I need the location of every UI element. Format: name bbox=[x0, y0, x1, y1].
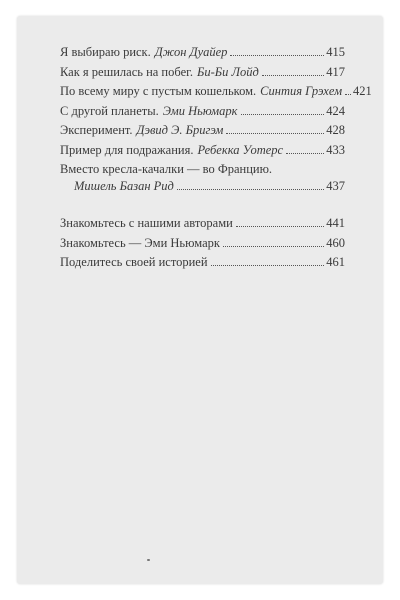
entry-page-number: 424 bbox=[326, 103, 345, 118]
toc-entry bbox=[60, 236, 345, 256]
book-page bbox=[17, 16, 383, 584]
entry-page-number: 437 bbox=[326, 179, 345, 193]
toc-entry bbox=[60, 65, 345, 85]
dot-leader bbox=[226, 133, 324, 134]
dot-leader bbox=[241, 114, 325, 115]
dot-leader bbox=[177, 189, 324, 190]
table-of-contents bbox=[60, 45, 372, 275]
toc-entry bbox=[60, 143, 345, 163]
entry-page-number: 415 bbox=[326, 45, 345, 59]
entry-author: Эми Ньюмарк bbox=[162, 103, 238, 118]
dot-leader bbox=[211, 265, 325, 266]
entry-title: С другой планеты. bbox=[60, 103, 159, 118]
entry-title: Поделитесь своей историей bbox=[60, 255, 208, 269]
toc-entry bbox=[60, 45, 345, 65]
entry-title: Знакомьтесь — Эми Ньюмарк bbox=[60, 235, 220, 250]
paper-speck bbox=[147, 559, 150, 561]
entry-page-number: 417 bbox=[326, 64, 345, 79]
dot-leader bbox=[223, 246, 324, 247]
dot-leader bbox=[286, 153, 324, 154]
section-gap bbox=[60, 200, 345, 216]
entry-page-number: 421 bbox=[353, 84, 372, 98]
entry-author: Мишель Базан Рид bbox=[74, 179, 174, 193]
dot-leader bbox=[230, 55, 324, 56]
entry-author: Дэвид Э. Бригэм bbox=[136, 123, 224, 137]
entry-title: Как я решилась на побег. bbox=[60, 64, 193, 79]
toc-entry bbox=[60, 84, 372, 104]
toc-entry bbox=[60, 162, 345, 198]
entry-title: Пример для подражания. bbox=[60, 142, 194, 157]
entry-author: Джон Дуайер bbox=[154, 45, 228, 59]
entry-title: Вместо кресла-качалки — во Францию. bbox=[60, 162, 273, 176]
entry-author: Би-Би Лойд bbox=[196, 64, 259, 79]
dot-leader bbox=[262, 75, 324, 76]
entry-title: Эксперимент. bbox=[60, 123, 133, 137]
entry-author: Ребекка Уотерс bbox=[197, 142, 284, 157]
entry-title: Знакомьтесь с нашими авторами bbox=[60, 216, 233, 230]
toc-entry bbox=[60, 123, 345, 143]
entry-title: По всему миру с пустым кошельком. bbox=[60, 84, 257, 98]
entry-title: Я выбираю риск. bbox=[60, 45, 151, 59]
entry-page-number: 428 bbox=[326, 123, 345, 137]
toc-entry bbox=[60, 104, 345, 124]
dot-leader bbox=[236, 226, 324, 227]
entry-page-number: 441 bbox=[326, 216, 345, 230]
entry-page-number: 460 bbox=[326, 235, 345, 250]
entry-page-number: 461 bbox=[326, 255, 345, 269]
toc-entry bbox=[60, 255, 345, 275]
entry-page-number: 433 bbox=[326, 142, 345, 157]
dot-leader bbox=[345, 94, 351, 95]
entry-author: Синтия Грэхем bbox=[260, 84, 343, 98]
toc-entry bbox=[60, 216, 345, 236]
